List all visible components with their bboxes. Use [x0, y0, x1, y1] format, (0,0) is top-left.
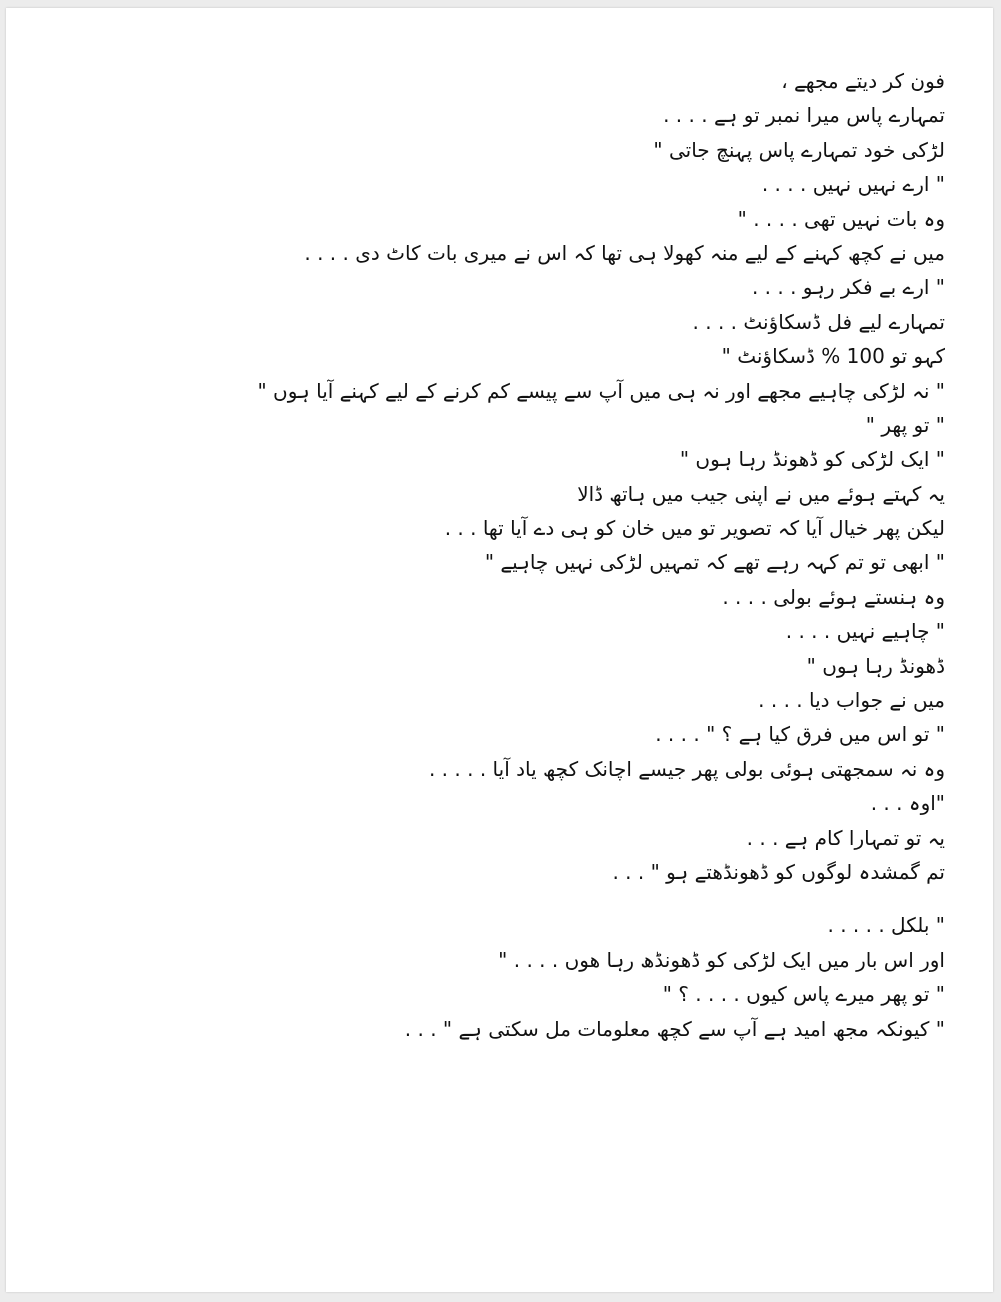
text-line: یہ کہتے ہوئے میں نے اپنی جیب میں ہاتھ ڈالا [577, 481, 945, 506]
document-page [6, 8, 993, 1292]
text-line: تمہارے لیے فل ڈسکاؤنٹ . . . . [692, 309, 945, 334]
story-text [185, 64, 945, 1046]
text-line: تمہارے پاس میرا نمبر تو ہے . . . . [663, 103, 945, 128]
text-line: میں نے جواب دیا . . . . [758, 688, 945, 713]
text-line: اور اس بار میں ایک لڑکی کو ڈھونڈھ رہا ھوں . . . . " [498, 947, 945, 972]
text-line: " نہ لڑکی چاہیے مجھے اور نہ ہی میں آپ سے پیسے کم کرنے کے لیے کہنے آیا ہوں " [257, 378, 945, 403]
text-line: وہ بات نہیں تھی . . . . " [737, 206, 945, 231]
text-line: تم گمشدہ لوگوں کو ڈھونڈھتے ہو " . . . [612, 859, 945, 884]
text-line: " کیونکہ مجھ امید ہے آپ سے کچھ معلومات مل سکتی ہے " . . . [404, 1016, 945, 1041]
text-line: " ایک لڑکی کو ڈھونڈ رہا ہوں " [679, 447, 945, 472]
text-line: وہ نہ سمجھتی ہوئی بولی پھر جیسے اچانک کچھ یاد آیا . . . . . [428, 756, 945, 781]
text-line: یہ تو تمہارا کام ہے . . . [746, 825, 945, 850]
text-line: " ارے بے فکر رہو . . . . [751, 275, 945, 300]
text-line: ڈھونڈ رہا ہوں " [806, 653, 945, 678]
text-line: " بلکل . . . . . [827, 913, 945, 938]
text-line: وہ ہنستے ہوئے بولی . . . . [722, 584, 945, 609]
text-line: " ابھی تو تم کہہ رہے تھے کہ تمہیں لڑکی نہیں چاہیے " [484, 550, 945, 575]
text-line: لیکن پھر خیال آیا کہ تصویر تو میں خان کو ہی دے آیا تھا . . . [444, 516, 945, 541]
text-line: "اوہ . . . [870, 791, 945, 816]
text-line: " تو اس میں فرق کیا ہے ؟ " . . . . [655, 722, 945, 747]
text-line: " تو پھر میرے پاس کیوں . . . . ؟ " [662, 982, 945, 1007]
text-line: " تو پھر " [865, 412, 945, 437]
text-line: " ارے نہیں نہیں . . . . [761, 172, 945, 197]
text-line: میں نے کچھ کہنے کے لیے منہ کھولا ہی تھا کہ اس نے میری بات کاٹ دی . . . . [304, 240, 945, 265]
text-line: لڑکی خود تمہارے پاس پہنچ جاتی " [653, 137, 945, 162]
text-line: " چاہیے نہیں . . . . [785, 619, 945, 644]
text-line: فون کر دیتے مجھے ، [781, 69, 945, 93]
text-line: کہو تو 100 % ڈسکاؤنٹ " [721, 344, 945, 369]
